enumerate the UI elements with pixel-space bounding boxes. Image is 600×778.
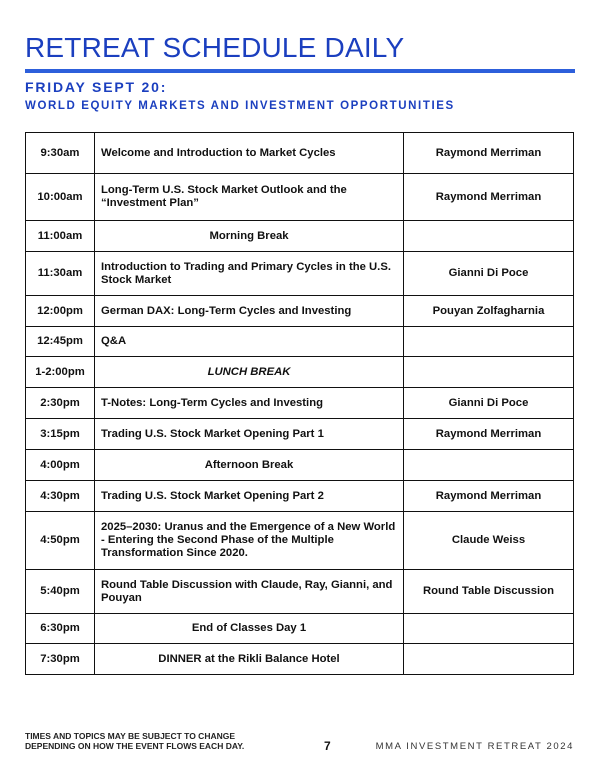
time-cell: 12:00pm bbox=[26, 296, 95, 327]
speaker-cell: Round Table Discussion bbox=[404, 570, 574, 614]
time-cell: 11:30am bbox=[26, 252, 95, 296]
session-cell: End of Classes Day 1 bbox=[95, 614, 404, 644]
session-cell: Long-Term U.S. Stock Market Outlook and the “Investment Plan” bbox=[95, 174, 404, 221]
time-cell: 3:15pm bbox=[26, 419, 95, 450]
day-heading: FRIDAY SEPT 20: bbox=[25, 79, 168, 95]
speaker-cell bbox=[404, 644, 574, 675]
time-cell: 5:40pm bbox=[26, 570, 95, 614]
session-cell: Welcome and Introduction to Market Cycles bbox=[95, 133, 404, 174]
time-cell: 11:00am bbox=[26, 221, 95, 252]
speaker-cell: Raymond Merriman bbox=[404, 133, 574, 174]
session-cell: Q&A bbox=[95, 327, 404, 357]
time-cell: 4:00pm bbox=[26, 450, 95, 481]
session-cell: DINNER at the Rikli Balance Hotel bbox=[95, 644, 404, 675]
time-cell: 4:30pm bbox=[26, 481, 95, 512]
table-row bbox=[26, 174, 574, 221]
topic-heading: WORLD EQUITY MARKETS AND INVESTMENT OPPORTUNITIES bbox=[25, 100, 455, 112]
title-underline bbox=[25, 69, 575, 73]
time-cell: 7:30pm bbox=[26, 644, 95, 675]
disclaimer-line: DEPENDING ON HOW THE EVENT FLOWS EACH DAY. bbox=[25, 741, 245, 751]
session-cell: 2025–2030: Uranus and the Emergence of a New World - Entering the Second Phase of the Multiple Transformation Since 2020. bbox=[95, 512, 404, 570]
session-cell: Introduction to Trading and Primary Cycles in the U.S. Stock Market bbox=[95, 252, 404, 296]
speaker-cell: Raymond Merriman bbox=[404, 419, 574, 450]
table-row bbox=[26, 481, 574, 512]
table-row bbox=[26, 512, 574, 570]
session-cell: German DAX: Long-Term Cycles and Investing bbox=[95, 296, 404, 327]
speaker-cell bbox=[404, 357, 574, 388]
session-cell: Trading U.S. Stock Market Opening Part 2 bbox=[95, 481, 404, 512]
table-row bbox=[26, 614, 574, 644]
session-cell: LUNCH BREAK bbox=[95, 357, 404, 388]
session-cell: Trading U.S. Stock Market Opening Part 1 bbox=[95, 419, 404, 450]
session-cell: Afternoon Break bbox=[95, 450, 404, 481]
schedule-table bbox=[25, 132, 574, 675]
speaker-cell bbox=[404, 450, 574, 481]
time-cell: 6:30pm bbox=[26, 614, 95, 644]
table-row bbox=[26, 296, 574, 327]
speaker-cell bbox=[404, 327, 574, 357]
table-row bbox=[26, 252, 574, 296]
speaker-cell: Gianni Di Poce bbox=[404, 252, 574, 296]
speaker-cell: Claude Weiss bbox=[404, 512, 574, 570]
table-row bbox=[26, 570, 574, 614]
page-title: RETREAT SCHEDULE DAILY bbox=[25, 32, 405, 63]
page-number: 7 bbox=[324, 739, 331, 753]
table-row bbox=[26, 388, 574, 419]
disclaimer-line: TIMES AND TOPICS MAY BE SUBJECT TO CHANGE bbox=[25, 731, 236, 741]
table-row bbox=[26, 450, 574, 481]
footer-brand: MMA INVESTMENT RETREAT 2024 bbox=[375, 741, 574, 752]
speaker-cell bbox=[404, 614, 574, 644]
speaker-cell: Raymond Merriman bbox=[404, 174, 574, 221]
table-row bbox=[26, 327, 574, 357]
table-row bbox=[26, 644, 574, 675]
session-cell: T-Notes: Long-Term Cycles and Investing bbox=[95, 388, 404, 419]
table-row bbox=[26, 357, 574, 388]
time-cell: 1-2:00pm bbox=[26, 357, 95, 388]
time-cell: 10:00am bbox=[26, 174, 95, 221]
speaker-cell: Gianni Di Poce bbox=[404, 388, 574, 419]
table-row bbox=[26, 419, 574, 450]
speaker-cell bbox=[404, 221, 574, 252]
session-cell: Morning Break bbox=[95, 221, 404, 252]
time-cell: 12:45pm bbox=[26, 327, 95, 357]
time-cell: 9:30am bbox=[26, 133, 95, 174]
time-cell: 2:30pm bbox=[26, 388, 95, 419]
speaker-cell: Raymond Merriman bbox=[404, 481, 574, 512]
table-row bbox=[26, 221, 574, 252]
disclaimer-note bbox=[25, 731, 244, 751]
table-row bbox=[26, 133, 574, 174]
session-cell: Round Table Discussion with Claude, Ray, Gianni, and Pouyan bbox=[95, 570, 404, 614]
time-cell: 4:50pm bbox=[26, 512, 95, 570]
speaker-cell: Pouyan Zolfagharnia bbox=[404, 296, 574, 327]
